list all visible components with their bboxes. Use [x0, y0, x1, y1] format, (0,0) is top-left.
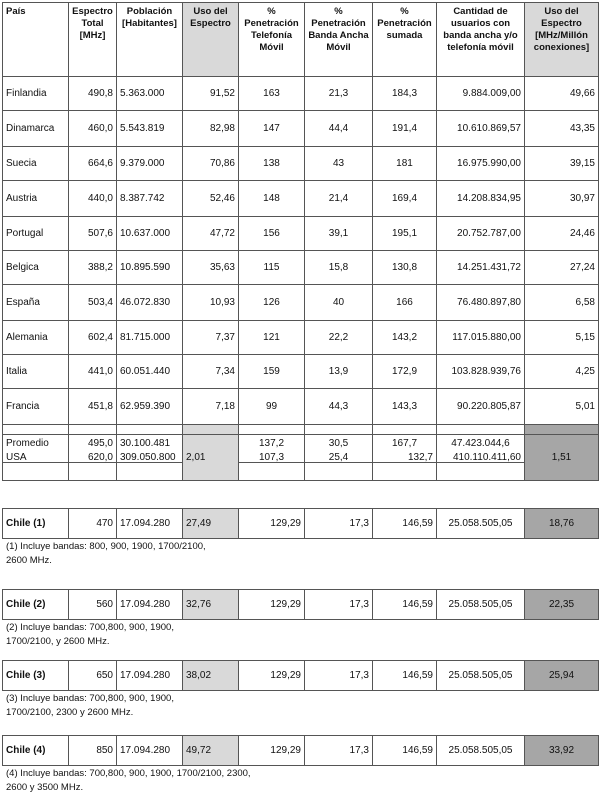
header-cell: % Penetración Telefonía Móvil [239, 3, 305, 77]
footnote-line: (4) Incluye bandas: 700,800, 900, 1900, 1700/2100, 2300, [6, 768, 251, 779]
cell: 25.058.505,05 [437, 661, 525, 691]
cell: 81.715.000 [117, 321, 183, 355]
cell: Chile (3) [3, 661, 69, 691]
footnote-line: 2600 y 3500 MHz. [6, 782, 84, 793]
footnote [6, 540, 206, 568]
cell: 27,49 [183, 509, 239, 539]
cell: 17,3 [305, 509, 373, 539]
cell: 137,2 [239, 425, 305, 463]
cell: 21,4 [305, 181, 373, 217]
table-row [3, 217, 599, 251]
cell: 82,98 [183, 111, 239, 147]
cell: 650 [69, 661, 117, 691]
cell: 20.752.787,00 [437, 217, 525, 251]
cell: 17,3 [305, 590, 373, 620]
cell: 138 [239, 147, 305, 181]
cell: Finlandia [3, 77, 69, 111]
cell: 44,3 [305, 389, 373, 425]
cell: 451,8 [69, 389, 117, 425]
cell: 107,3 [239, 435, 305, 481]
cell: 25.058.505,05 [437, 736, 525, 766]
cell: 460,0 [69, 111, 117, 147]
cell: 90.220.805,87 [437, 389, 525, 425]
cell: 560 [69, 590, 117, 620]
cell: 49,66 [525, 77, 599, 111]
cell: 39,1 [305, 217, 373, 251]
cell: 49,72 [183, 736, 239, 766]
cell: 146,59 [373, 736, 437, 766]
cell: 495,0 [69, 425, 117, 463]
cell: Francia [3, 389, 69, 425]
cell: 5,15 [525, 321, 599, 355]
cell: 21,3 [305, 77, 373, 111]
cell: 129,29 [239, 590, 305, 620]
spectrum-table [2, 2, 599, 463]
cell: 129,29 [239, 661, 305, 691]
cell: Portugal [3, 217, 69, 251]
footnote [6, 692, 174, 720]
cell: 9.379.000 [117, 147, 183, 181]
footnote-line: 2600 MHz. [6, 555, 52, 566]
footnote-line: 1700/2100, 2300 y 2600 MHz. [6, 707, 134, 718]
cell: 115 [239, 251, 305, 285]
table-row [3, 147, 599, 181]
cell: 191,4 [373, 111, 437, 147]
cell: 440,0 [69, 181, 117, 217]
table-row [3, 355, 599, 389]
cell: 6,58 [525, 285, 599, 321]
cell: 25.058.505,05 [437, 509, 525, 539]
cell: 17.094.280 [117, 590, 183, 620]
cell: 620,0 [69, 435, 117, 481]
footnote-line: 1700/2100, y 2600 MHz. [6, 636, 110, 647]
cell: 148 [239, 181, 305, 217]
cell: 184,3 [373, 77, 437, 111]
cell: 17.094.280 [117, 661, 183, 691]
footnote-line: (2) Incluye bandas: 700,800, 900, 1900, [6, 622, 174, 633]
footnote-line: (3) Incluye bandas: 700,800, 900, 1900, [6, 693, 174, 704]
chile-row [3, 736, 599, 766]
cell: USA [3, 435, 69, 481]
cell: 99 [239, 389, 305, 425]
header-cell: Población [Habitantes] [117, 3, 183, 77]
cell: 172,9 [373, 355, 437, 389]
cell: 13,9 [305, 355, 373, 389]
table-row [3, 285, 599, 321]
cell: 17,3 [305, 661, 373, 691]
cell: 130,8 [373, 251, 437, 285]
cell: 132,7 [373, 435, 437, 481]
cell: 163 [239, 77, 305, 111]
cell: 10,93 [183, 285, 239, 321]
cell: Suecia [3, 147, 69, 181]
cell: Austria [3, 181, 69, 217]
cell: 309.050.800 [117, 435, 183, 481]
cell: 62.959.390 [117, 389, 183, 425]
cell: 76.480.897,80 [437, 285, 525, 321]
cell: 32,76 [183, 590, 239, 620]
cell: 470 [69, 509, 117, 539]
header-cell: Cantidad de usuarios con banda ancha y/o telefonía móvil [437, 3, 525, 77]
cell: 4,25 [525, 355, 599, 389]
header-cell: Espectro Total [MHz] [69, 3, 117, 77]
cell: 24,46 [525, 217, 599, 251]
cell: 147 [239, 111, 305, 147]
footnote [6, 621, 174, 649]
cell: Alemania [3, 321, 69, 355]
cell: 664,6 [69, 147, 117, 181]
chile-table [2, 735, 599, 766]
cell: 7,37 [183, 321, 239, 355]
cell: 47.423.044,6 [437, 425, 525, 463]
chile-row [3, 509, 599, 539]
cell: Belgica [3, 251, 69, 285]
cell: 22,2 [305, 321, 373, 355]
cell: 38,02 [183, 661, 239, 691]
cell: 2,01 [183, 435, 239, 481]
cell: 5,01 [525, 389, 599, 425]
cell: 146,59 [373, 661, 437, 691]
cell: 91,52 [183, 77, 239, 111]
header-cell: Uso del Espectro [MHz/Millón conexiones] [525, 3, 599, 77]
cell: 22,35 [525, 590, 599, 620]
table-row [3, 77, 599, 111]
cell: 146,59 [373, 590, 437, 620]
cell: 30,97 [525, 181, 599, 217]
cell: 5.363.000 [117, 77, 183, 111]
header-cell: % Penetración Banda Ancha Móvil [305, 3, 373, 77]
table-row [3, 321, 599, 355]
cell: 169,4 [373, 181, 437, 217]
footnote-line: (1) Incluye bandas: 800, 900, 1900, 1700/2100, [6, 541, 206, 552]
cell: Chile (1) [3, 509, 69, 539]
cell: 146,59 [373, 509, 437, 539]
cell: 40 [305, 285, 373, 321]
cell: 126 [239, 285, 305, 321]
header-cell: % Penetración sumada [373, 3, 437, 77]
cell: 30.100.481 [117, 425, 183, 463]
table-row [3, 181, 599, 217]
cell: 35,63 [183, 251, 239, 285]
cell: 503,4 [69, 285, 117, 321]
cell: 103.828.939,76 [437, 355, 525, 389]
cell: 156 [239, 217, 305, 251]
cell: 441,0 [69, 355, 117, 389]
cell: 16.975.990,00 [437, 147, 525, 181]
cell: 507,6 [69, 217, 117, 251]
cell: Dinamarca [3, 111, 69, 147]
cell: 166 [373, 285, 437, 321]
cell: 117.015.880,00 [437, 321, 525, 355]
cell: 14.208.834,95 [437, 181, 525, 217]
table-row [3, 111, 599, 147]
chile-table [2, 508, 599, 539]
cell: 25,4 [305, 435, 373, 481]
usa-row [3, 435, 599, 481]
chile-row [3, 590, 599, 620]
chile-table [2, 660, 599, 691]
cell: Chile (4) [3, 736, 69, 766]
cell: España [3, 285, 69, 321]
cell: 25.058.505,05 [437, 590, 525, 620]
cell: Italia [3, 355, 69, 389]
cell: 159 [239, 355, 305, 389]
cell: 129,29 [239, 509, 305, 539]
cell: 14.251.431,72 [437, 251, 525, 285]
footnote [6, 767, 251, 795]
cell: 44,4 [305, 111, 373, 147]
cell: 30,5 [305, 425, 373, 463]
cell: 10.610.869,57 [437, 111, 525, 147]
cell: 129,29 [239, 736, 305, 766]
header-cell: País [3, 3, 69, 77]
cell: 602,4 [69, 321, 117, 355]
cell: 17.094.280 [117, 736, 183, 766]
table-row [3, 389, 599, 425]
cell: Promedio [3, 425, 69, 463]
cell: 143,2 [373, 321, 437, 355]
cell: 25,94 [525, 661, 599, 691]
cell: 46.072.830 [117, 285, 183, 321]
cell: 43 [305, 147, 373, 181]
cell: 39,15 [525, 147, 599, 181]
table-row [3, 251, 599, 285]
cell: 18,76 [525, 509, 599, 539]
cell: 43,35 [525, 111, 599, 147]
header-row [3, 3, 599, 77]
cell: 15,8 [305, 251, 373, 285]
cell: 490,8 [69, 77, 117, 111]
cell: 33,92 [525, 736, 599, 766]
usa-table [2, 434, 599, 481]
cell: 9.884.009,00 [437, 77, 525, 111]
cell: 388,2 [69, 251, 117, 285]
cell: 17.094.280 [117, 509, 183, 539]
cell: Chile (2) [3, 590, 69, 620]
cell: 8.387.742 [117, 181, 183, 217]
cell: 52,46 [183, 181, 239, 217]
cell: 143,3 [373, 389, 437, 425]
cell: 10.895.590 [117, 251, 183, 285]
cell: 7,34 [183, 355, 239, 389]
cell: 121 [239, 321, 305, 355]
chile-table [2, 589, 599, 620]
cell: 181 [373, 147, 437, 181]
cell: 410.110.411,60 [437, 435, 525, 481]
chile-row [3, 661, 599, 691]
cell: 70,86 [183, 147, 239, 181]
cell: 195,1 [373, 217, 437, 251]
cell: 5.543.819 [117, 111, 183, 147]
header-cell: Uso del Espectro [183, 3, 239, 77]
cell: 167,7 [373, 425, 437, 463]
cell: 27,24 [525, 251, 599, 285]
cell: 1,51 [525, 435, 599, 481]
cell: 10.637.000 [117, 217, 183, 251]
cell: 850 [69, 736, 117, 766]
cell: 60.051.440 [117, 355, 183, 389]
cell: 17,3 [305, 736, 373, 766]
cell: 7,18 [183, 389, 239, 425]
cell: 47,72 [183, 217, 239, 251]
